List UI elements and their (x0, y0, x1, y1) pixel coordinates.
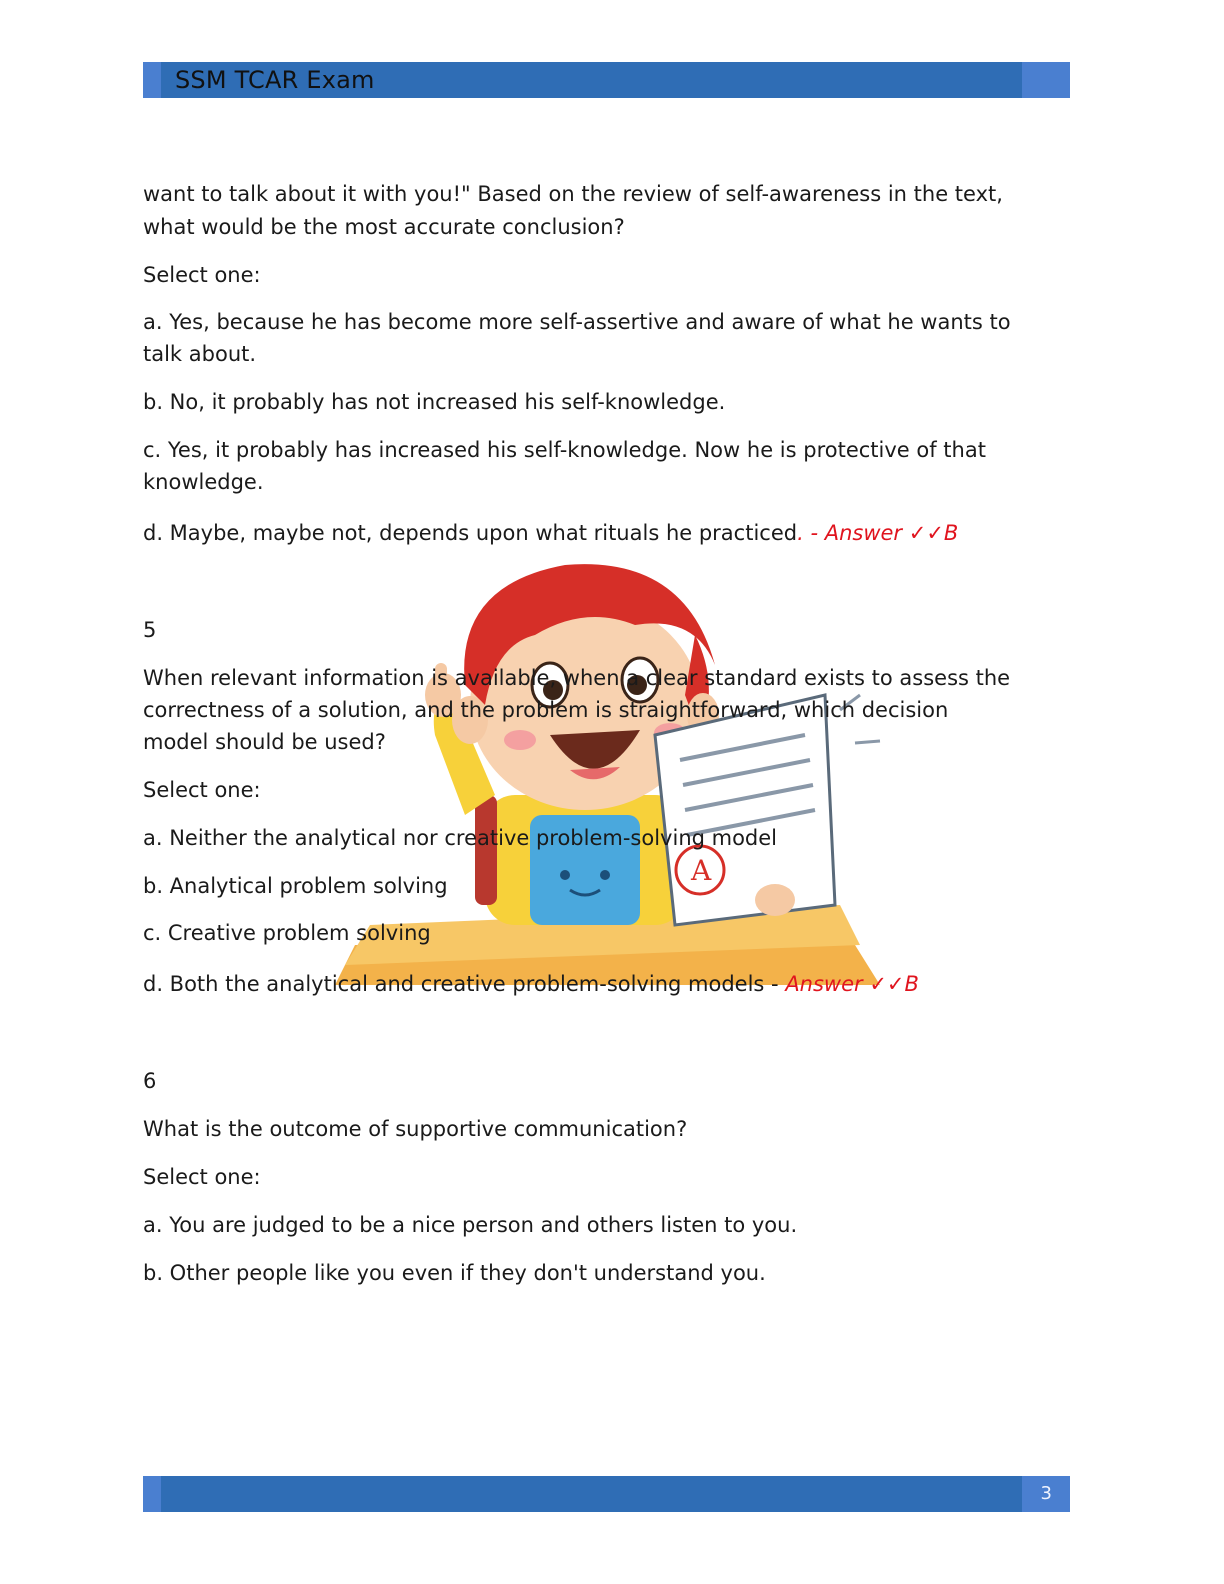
q4-stem-line-1: want to talk about it with you!" Based on the review of self-awareness in the text, (143, 182, 1003, 206)
q5-stem-line-3: model should be used? (143, 730, 386, 754)
q4-option-a-line-2: talk about. (143, 342, 257, 366)
q6-option-a: a. You are judged to be a nice person and others listen to you. (143, 1213, 798, 1237)
q4-answer: . - Answer ✓✓B (797, 521, 959, 545)
q4-option-c-line-2: knowledge. (143, 470, 264, 494)
header-right-cap (1022, 62, 1070, 98)
q4-option-c-line-1: c. Yes, it probably has increased his self-knowledge. Now he is protective of that (143, 438, 986, 462)
q5-option-d-text: d. Both the analytical and creative problem-solving models - (143, 972, 786, 996)
q5-answer: Answer ✓✓B (785, 972, 919, 996)
q6-select-label: Select one: (143, 1165, 261, 1189)
q5-option-a: a. Neither the analytical nor creative problem-solving model (143, 826, 778, 850)
q4-option-a-line-1: a. Yes, because he has become more self-assertive and aware of what he wants to (143, 310, 1011, 334)
header-left-cap (143, 62, 161, 98)
footer-left-cap (143, 1476, 161, 1512)
q6-number: 6 (143, 1069, 157, 1093)
q6-stem: What is the outcome of supportive communication? (143, 1117, 688, 1141)
footer-bar (143, 1476, 1070, 1512)
q5-option-c: c. Creative problem solving (143, 921, 431, 945)
q4-stem-line-2: what would be the most accurate conclusion? (143, 215, 625, 239)
page-number: 3 (1040, 1483, 1052, 1504)
q5-option-d (143, 968, 1073, 1000)
q5-number: 5 (143, 618, 157, 642)
q4-select-label: Select one: (143, 263, 261, 287)
q5-stem-line-1: When relevant information is available, when a clear standard exists to assess the (143, 666, 1011, 690)
q6-option-b: b. Other people like you even if they don't understand you. (143, 1261, 766, 1285)
q4-option-d-text: d. Maybe, maybe not, depends upon what rituals he practiced (143, 521, 798, 545)
document-title: SSM TCAR Exam (175, 66, 375, 94)
q4-option-d (143, 517, 1073, 549)
q5-stem-line-2: correctness of a solution, and the problem is straightforward, which decision (143, 698, 949, 722)
q5-option-b: b. Analytical problem solving (143, 874, 448, 898)
q5-select-label: Select one: (143, 778, 261, 802)
header-bar (143, 62, 1070, 98)
q4-option-b: b. No, it probably has not increased his self-knowledge. (143, 390, 726, 414)
grade-mark: A (691, 854, 712, 887)
